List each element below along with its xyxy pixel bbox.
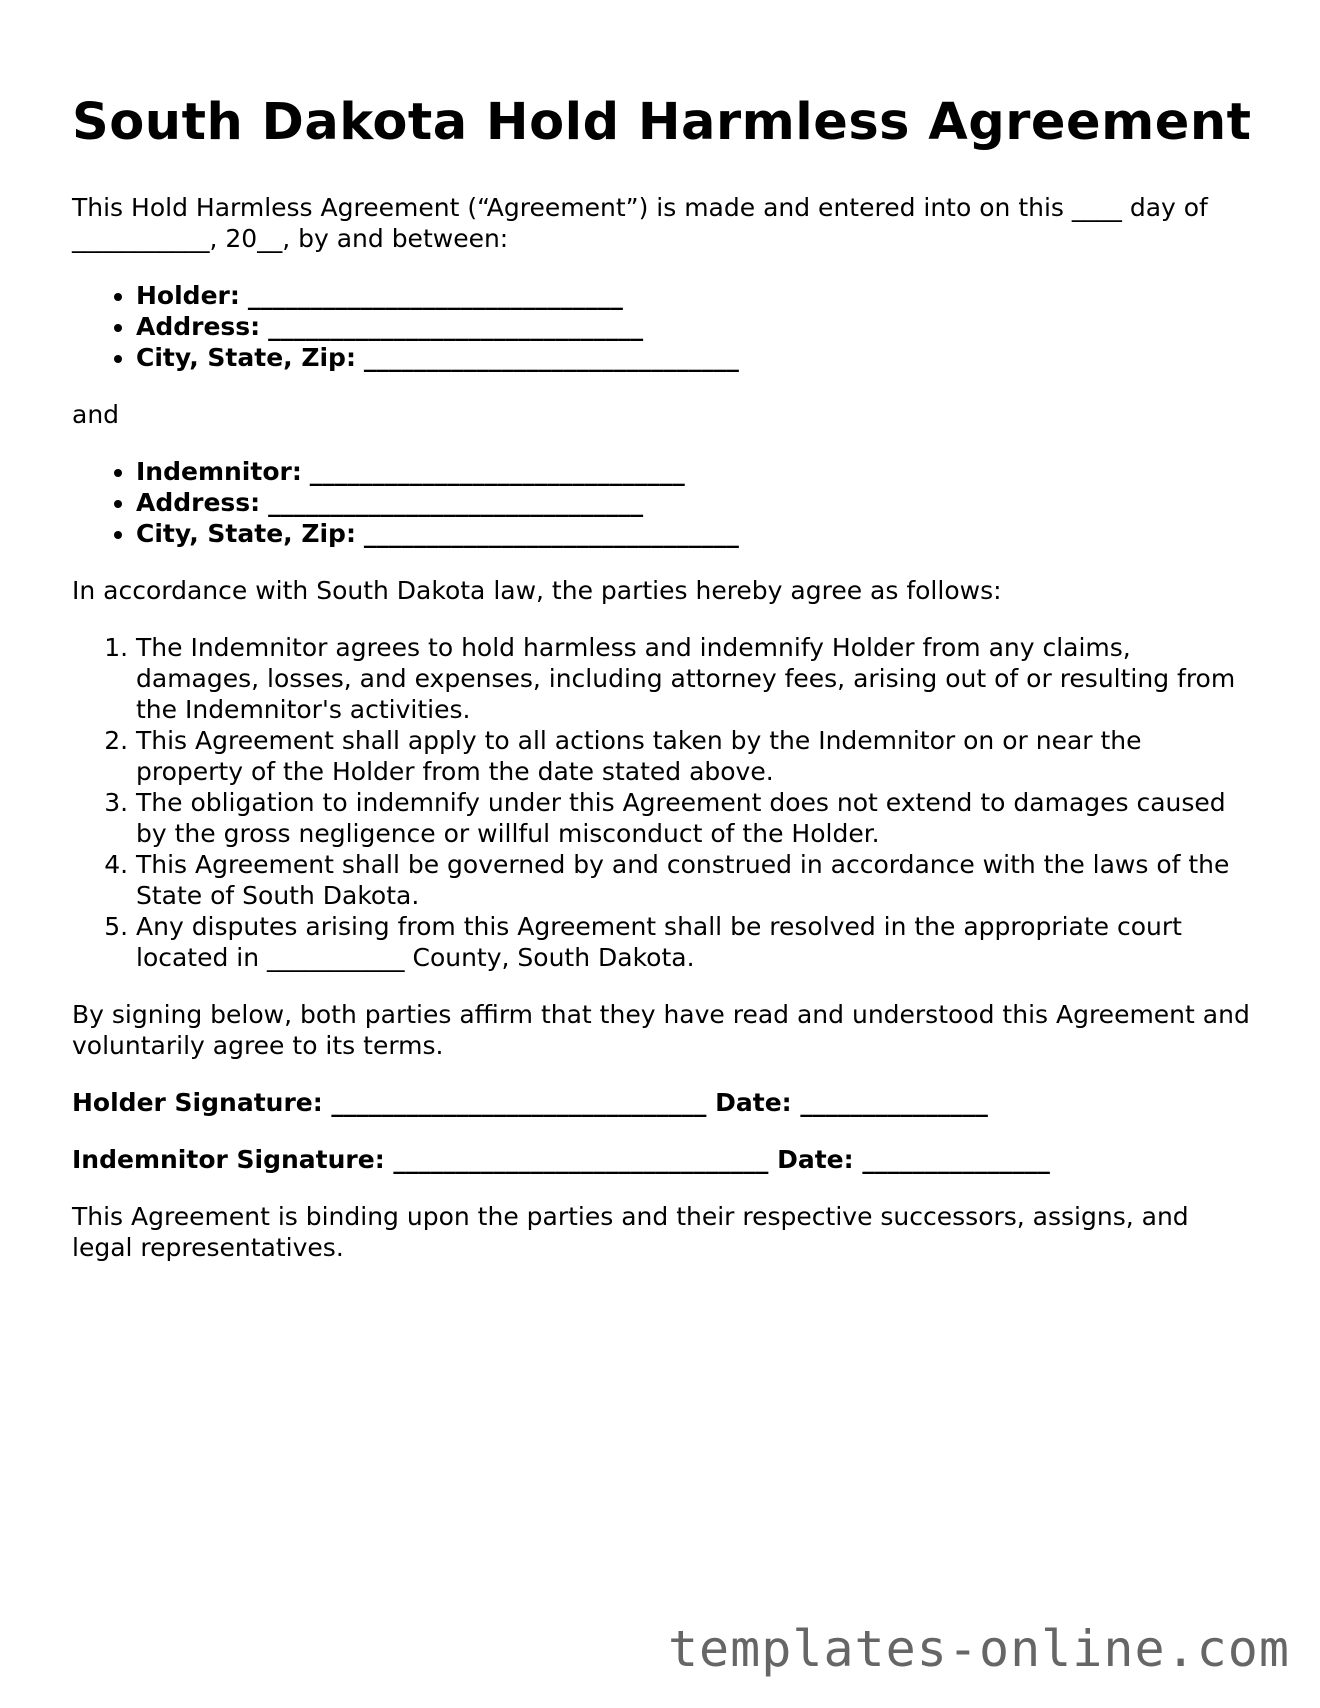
- list-item: • Holder: ______________________________: [136, 280, 1252, 311]
- list-item: • Address: ______________________________: [136, 311, 1252, 342]
- watermark: templates-online.com: [667, 1620, 1290, 1678]
- list-item: • City, State, Zip: ______________________________: [136, 342, 1252, 373]
- holder-signature-line: Holder Signature: ______________________________ Date: _______________: [72, 1088, 988, 1117]
- terms-list: [72, 632, 1252, 973]
- indemnitor-signature-line: Indemnitor Signature: ______________________________ Date: _______________: [72, 1145, 1050, 1174]
- list-item: 4. This Agreement shall be governed by and construed in accordance with the laws of the State of South Dakota.: [136, 849, 1252, 911]
- list-item: • City, State, Zip: ______________________________: [136, 518, 1252, 549]
- signing-paragraph: By signing below, both parties affirm that they have read and understood this Agreement and voluntarily agree to its terms.: [72, 1000, 1250, 1060]
- intro-paragraph: This Hold Harmless Agreement (“Agreement”) is made and entered into on this ____ day of ___________, 20__, by and between:: [72, 193, 1208, 253]
- accordance-paragraph: In accordance with South Dakota law, the parties hereby agree as follows:: [72, 576, 1002, 605]
- closing-paragraph: This Agreement is binding upon the parties and their respective successors, assigns, and legal representatives.: [72, 1202, 1189, 1262]
- list-item: 2. This Agreement shall apply to all actions taken by the Indemnitor on or near the property of the Holder from the date stated above.: [136, 725, 1252, 787]
- document-page: [72, 92, 1252, 1289]
- list-item: 3. The obligation to indemnify under this Agreement does not extend to damages caused by the gross negligence or willful misconduct of the Holder.: [136, 787, 1252, 849]
- list-item: • Indemnitor: ______________________________: [136, 456, 1252, 487]
- party1-list: [72, 280, 1252, 373]
- list-item: 5. Any disputes arising from this Agreement shall be resolved in the appropriate court located in ___________ County, South Dakota.: [136, 911, 1252, 973]
- and-text: and: [72, 400, 120, 429]
- document-title: South Dakota Hold Harmless Agreement: [72, 93, 1252, 152]
- party2-list: [72, 456, 1252, 549]
- list-item: 1. The Indemnitor agrees to hold harmless and indemnify Holder from any claims, damages, losses, and expenses, including attorney fees, arising out of or resulting from the Indemnitor's activities.: [136, 632, 1252, 725]
- list-item: • Address: ______________________________: [136, 487, 1252, 518]
